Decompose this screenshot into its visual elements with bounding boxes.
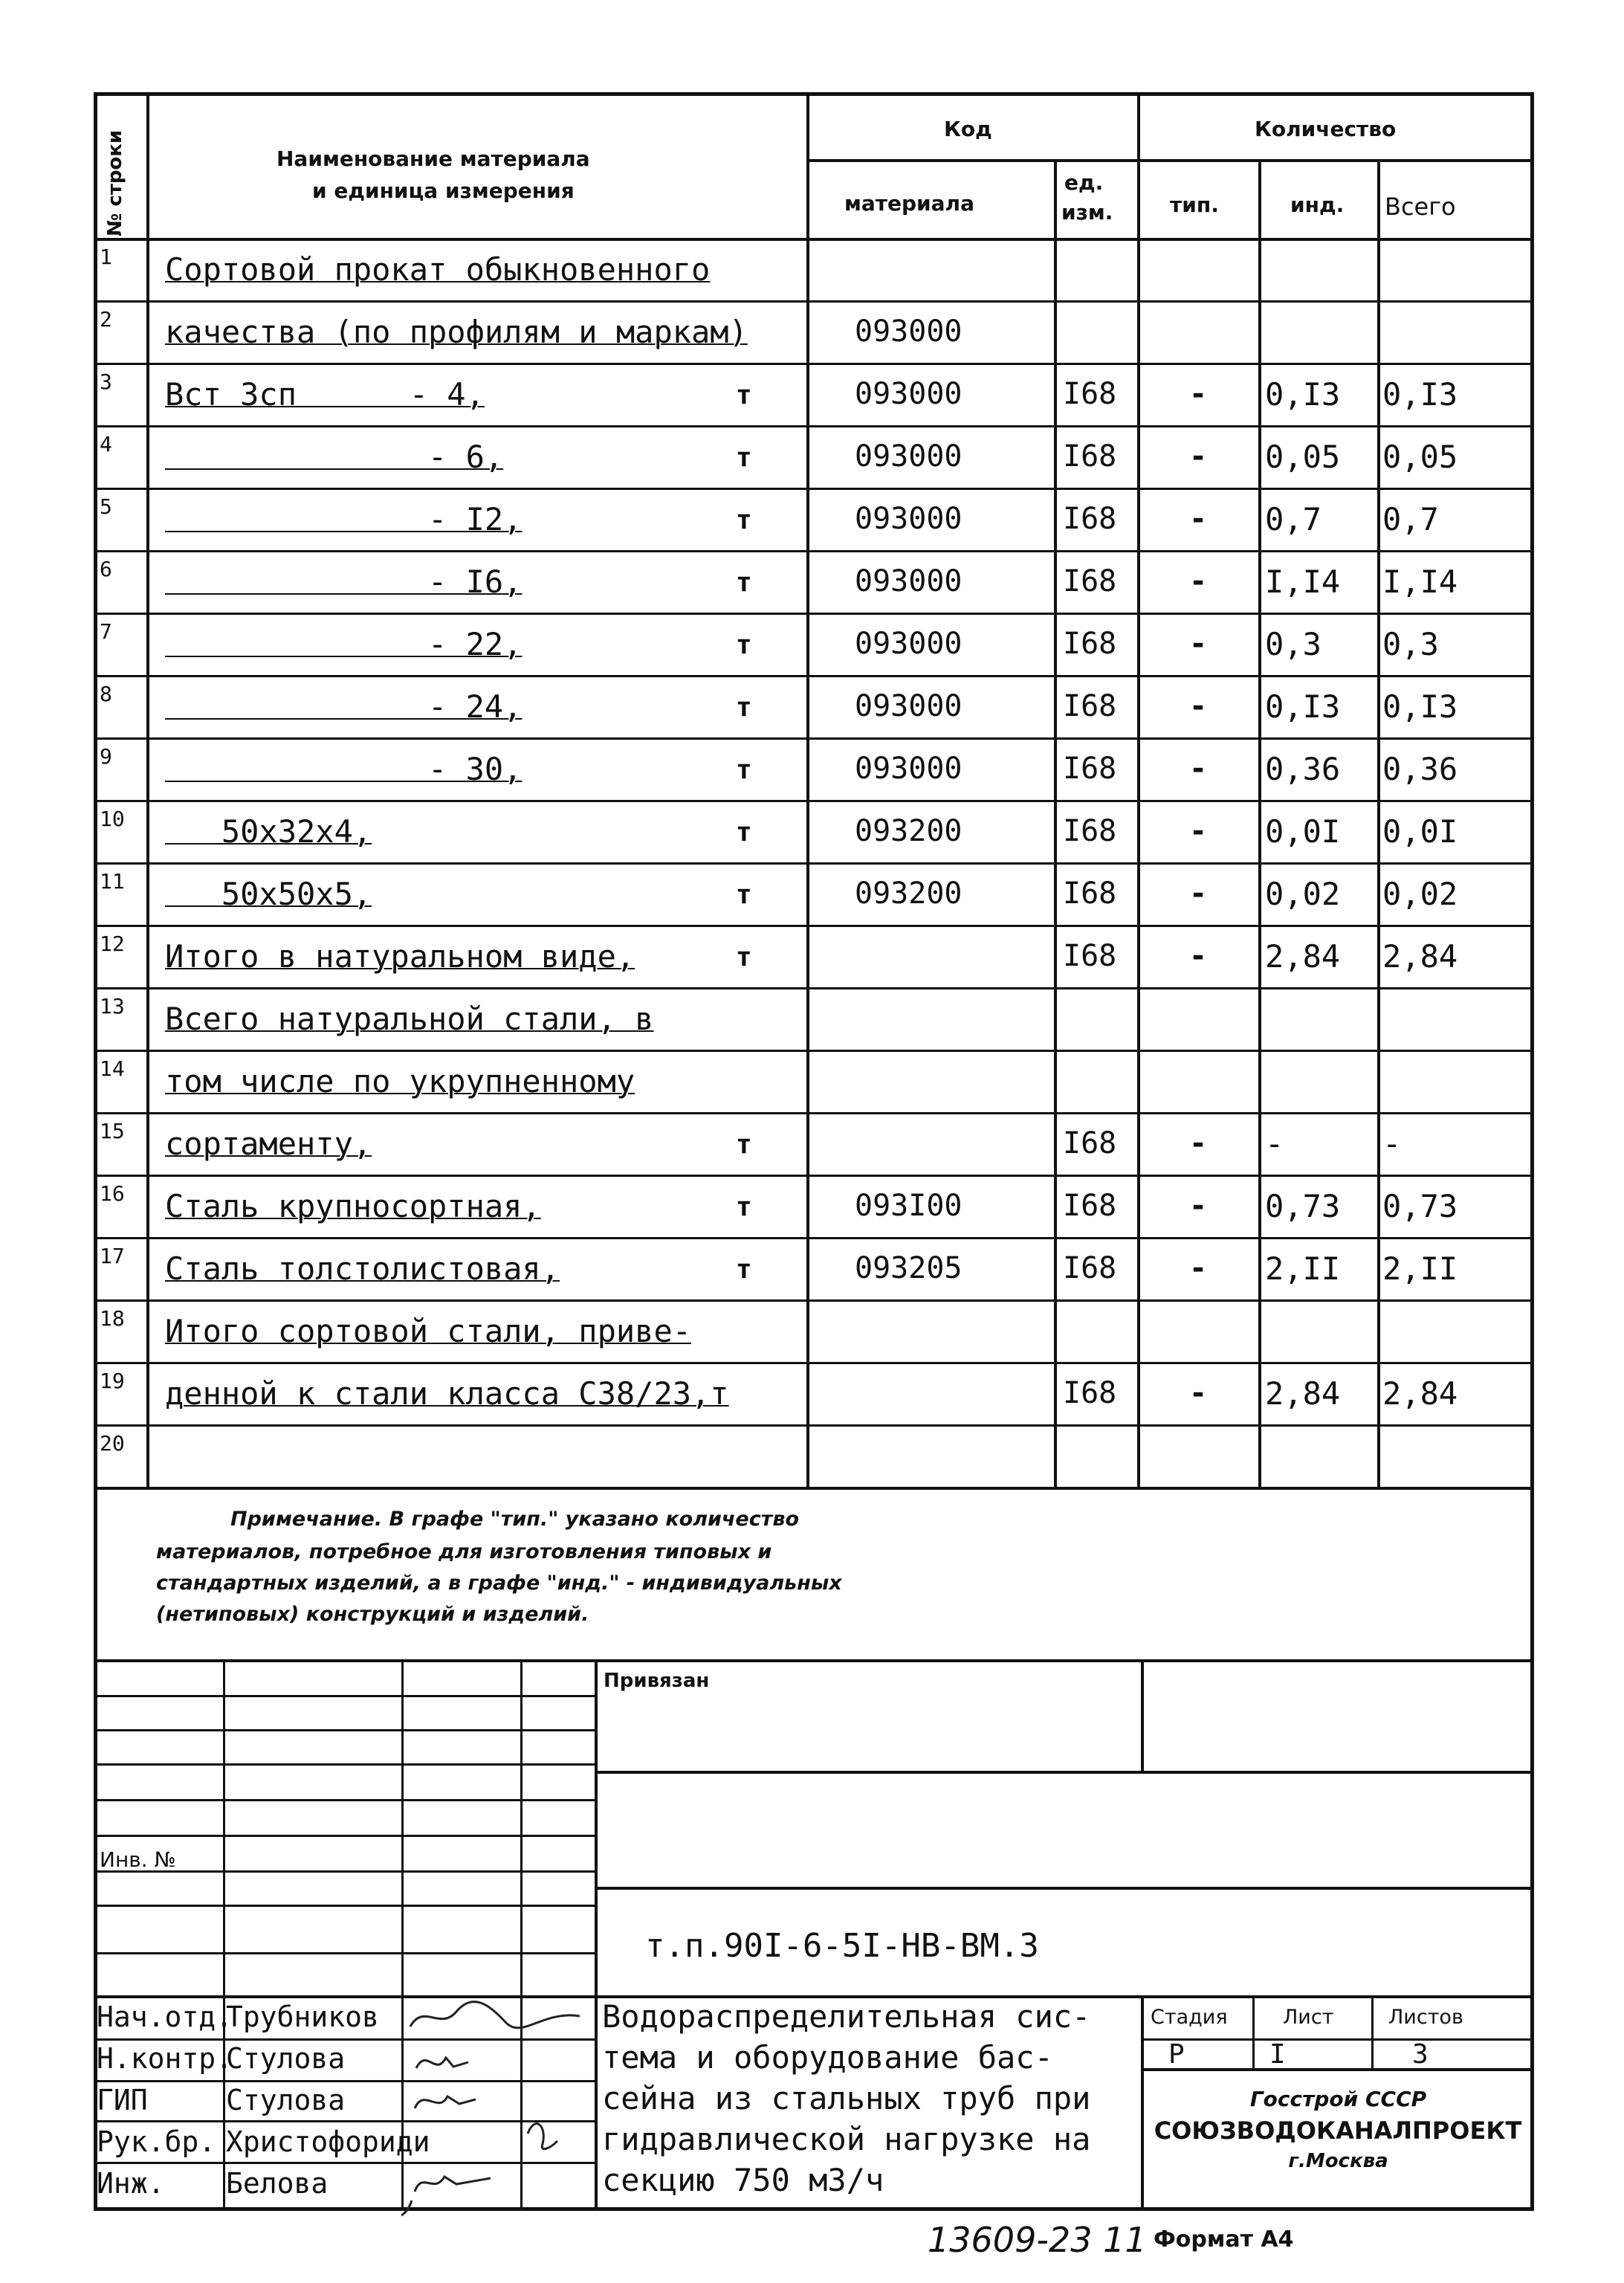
cell-ind: 0,73 xyxy=(1265,1188,1341,1224)
cell-ed: I68 xyxy=(1063,876,1117,911)
row-line xyxy=(94,1362,1534,1364)
cell-name: Всего натуральной стали, в xyxy=(165,1001,654,1037)
cell-total: I,I4 xyxy=(1382,564,1458,600)
row-line xyxy=(94,425,1534,427)
cell-name: Итого в натуральном виде, xyxy=(165,938,635,975)
row-line xyxy=(94,675,1534,677)
header-subline xyxy=(806,159,1534,162)
cell-name: - 22, xyxy=(165,626,523,662)
cell-total: 0,36 xyxy=(1382,751,1458,787)
staff-role: Н.контр. xyxy=(97,2042,233,2075)
staff-role: ГИП xyxy=(97,2084,148,2116)
cell-name: Сталь толстолистовая, xyxy=(165,1250,560,1287)
cell-typ: - xyxy=(1189,1251,1208,1285)
cell-typ: - xyxy=(1189,564,1208,598)
cell-total: 0,02 xyxy=(1382,876,1458,912)
cell-ind: 2,84 xyxy=(1265,938,1341,975)
org-line-3: г.Москва xyxy=(1288,2150,1388,2172)
sig-grid-col2-upper xyxy=(401,1659,404,1995)
cell-typ: - xyxy=(1189,939,1208,973)
cell-typ: - xyxy=(1189,752,1208,786)
cell-ed: I68 xyxy=(1063,502,1117,536)
cell-code: 093000 xyxy=(855,439,963,474)
cell-unit: т xyxy=(736,442,752,473)
header-qty-total: Всего xyxy=(1385,193,1456,221)
cell-n: 18 xyxy=(100,1306,125,1331)
header-name-line2: и единица измерения xyxy=(312,178,575,203)
row-line xyxy=(94,1299,1534,1302)
header-qty-ind: инд. xyxy=(1290,193,1345,217)
col-line-typ xyxy=(1258,159,1261,1487)
cell-name: - 24, xyxy=(165,688,523,725)
cell-n: 17 xyxy=(100,1244,125,1268)
cell-unit: т xyxy=(736,1129,752,1160)
stamp-doc-code: т.п.90I-6-5I-НВ-ВМ.3 xyxy=(645,1927,1039,1965)
stamp-privyazan: Привязан xyxy=(604,1670,710,1692)
cell-n: 16 xyxy=(100,1181,125,1206)
note-line-1: Примечание. В графе "тип." указано количество xyxy=(230,1508,800,1531)
header-qty-typ: тип. xyxy=(1170,193,1219,217)
sig-grid-line-e xyxy=(94,1835,595,1837)
row-line xyxy=(94,737,1534,740)
sig-grid-col1-upper xyxy=(223,1659,225,1995)
note-line-2: материалов, потребное для изготовления типовых и xyxy=(156,1540,772,1563)
cell-name: сортаменту, xyxy=(165,1126,372,1162)
cell-code: 093200 xyxy=(855,814,963,848)
cell-n: 13 xyxy=(100,994,125,1018)
col-line-ind xyxy=(1377,159,1380,1487)
row-line xyxy=(94,800,1534,802)
note-line-3: стандартных изделий, а в графе "инд." - индивидуальных xyxy=(156,1572,842,1595)
cell-typ: - xyxy=(1189,1126,1208,1160)
cell-ed: I68 xyxy=(1063,814,1117,848)
cell-total: 2,84 xyxy=(1382,938,1458,975)
col-line-code xyxy=(1054,159,1057,1487)
row-line xyxy=(94,1112,1534,1114)
row-line xyxy=(94,1175,1534,1177)
stamp-stage-line xyxy=(1141,2038,1534,2041)
cell-ind: 2,84 xyxy=(1265,1375,1341,1412)
cell-n: 11 xyxy=(100,869,125,894)
cell-typ: - xyxy=(1189,689,1208,723)
staff-role: Инж. xyxy=(97,2167,165,2200)
cell-n: 3 xyxy=(100,369,112,394)
table-bottom-line xyxy=(94,1487,1534,1490)
cell-unit: т xyxy=(736,942,752,972)
cell-ed: I68 xyxy=(1063,1189,1117,1223)
header-code-unit-2: изм. xyxy=(1061,200,1113,225)
cell-total: 0,05 xyxy=(1382,439,1458,475)
cell-unit: т xyxy=(736,1192,752,1222)
stamp-sheets-label: Листов xyxy=(1388,2006,1463,2029)
row-line xyxy=(94,363,1534,365)
row-line xyxy=(94,488,1534,490)
stamp-title-divider xyxy=(1141,1995,1144,2211)
header-code: Код xyxy=(944,117,992,141)
title-line: секцию 750 м3/ч xyxy=(602,2162,884,2198)
cell-name: денной к стали класса С38/23,т xyxy=(165,1375,729,1412)
format-label: Формат А4 xyxy=(1154,2227,1294,2253)
handwritten-signatures xyxy=(401,1995,617,2218)
cell-ed: I68 xyxy=(1063,939,1117,973)
cell-ind: 0,7 xyxy=(1265,501,1321,537)
stamp-sheet: I xyxy=(1269,2039,1286,2070)
cell-ind: 0,I3 xyxy=(1265,376,1341,413)
cell-name: Сортовой прокат обыкновенного xyxy=(165,251,711,288)
staff-name: Христофориди xyxy=(226,2125,430,2158)
cell-total: 0,3 xyxy=(1382,626,1439,662)
cell-typ: - xyxy=(1189,876,1208,911)
row-line xyxy=(94,862,1534,865)
cell-unit: т xyxy=(736,1254,752,1285)
cell-name: 50x50x5, xyxy=(165,876,372,912)
cell-code: 093000 xyxy=(855,627,963,661)
stamp-line-privyazan-bottom xyxy=(595,1771,1534,1774)
stamp-stage-col2 xyxy=(1371,1995,1374,2068)
stamp-stage-label: Стадия xyxy=(1151,2006,1228,2029)
cell-typ: - xyxy=(1189,1189,1208,1223)
cell-n: 5 xyxy=(100,494,112,519)
staff-name: Стулова xyxy=(226,2042,346,2075)
cell-typ: - xyxy=(1189,502,1208,536)
title-line: сейна из стальных труб при xyxy=(602,2080,1091,2116)
staff-role: Рук.бр. xyxy=(97,2125,216,2158)
cell-n: 1 xyxy=(100,245,112,269)
header-qty: Количество xyxy=(1255,117,1397,141)
header-name-line1: Наименование материала xyxy=(276,146,590,171)
row-line xyxy=(94,1050,1534,1052)
title-line: Водораспределительная сис- xyxy=(602,1998,1091,2035)
cell-name: том числе по укрупненному xyxy=(165,1063,635,1099)
header-code-material: материала xyxy=(844,191,974,216)
cell-ind: - xyxy=(1265,1126,1284,1162)
cell-ind: 0,02 xyxy=(1265,876,1341,912)
cell-name: - I2, xyxy=(165,501,523,537)
row-line xyxy=(94,550,1534,552)
cell-ed: I68 xyxy=(1063,627,1117,661)
sig-grid-line-h xyxy=(94,1952,595,1954)
cell-unit: т xyxy=(736,755,752,785)
cell-name: - 6, xyxy=(165,439,504,475)
cell-total: - xyxy=(1382,1126,1402,1162)
stamp-stage-col1 xyxy=(1252,1995,1255,2068)
cell-n: 7 xyxy=(100,619,112,644)
org-line-1: Госстрой СССР xyxy=(1249,2087,1427,2111)
cell-total: 2,II xyxy=(1382,1250,1458,1287)
note-line-4: (нетиповых) конструкций и изделий. xyxy=(156,1603,589,1626)
row-line xyxy=(94,987,1534,989)
cell-ind: 0,05 xyxy=(1265,439,1341,475)
cell-total: 0,I3 xyxy=(1382,376,1458,413)
cell-ind: 2,II xyxy=(1265,1250,1341,1287)
row-line xyxy=(94,1424,1534,1427)
cell-code: 093000 xyxy=(855,564,963,598)
cell-ed: I68 xyxy=(1063,377,1117,411)
cell-ed: I68 xyxy=(1063,564,1117,598)
cell-ind: 0,I3 xyxy=(1265,688,1341,725)
cell-n: 9 xyxy=(100,744,112,769)
sig-grid-line-a xyxy=(94,1695,595,1697)
header-row-no: № строки xyxy=(104,129,126,236)
sig-grid-line-c xyxy=(94,1763,595,1766)
header-bottom-line xyxy=(94,238,1534,241)
cell-unit: т xyxy=(736,505,752,535)
sig-grid-line-d xyxy=(94,1799,595,1801)
cell-name: Вст 3сп - 4, xyxy=(165,376,485,413)
cell-n: 14 xyxy=(100,1056,125,1081)
staff-role: Нач.отд. xyxy=(97,2001,233,2033)
cell-n: 15 xyxy=(100,1119,125,1143)
cell-unit: т xyxy=(736,817,752,847)
cell-ind: 0,36 xyxy=(1265,751,1341,787)
cell-code: 093000 xyxy=(855,502,963,536)
stamp-line-code-top xyxy=(595,1887,1534,1890)
cell-ind: 0,0I xyxy=(1265,813,1341,850)
cell-name: Сталь крупносортная, xyxy=(165,1188,541,1224)
cell-total: 2,84 xyxy=(1382,1375,1458,1412)
cell-typ: - xyxy=(1189,1376,1208,1410)
cell-code: 093000 xyxy=(855,377,963,411)
cell-unit: т xyxy=(736,879,752,910)
cell-name: 50x32x4, xyxy=(165,813,372,850)
cell-code: 093I00 xyxy=(855,1189,963,1223)
cell-unit: т xyxy=(736,692,752,723)
handwritten-number: 13609-23 11 xyxy=(928,2220,1147,2260)
cell-ed: I68 xyxy=(1063,752,1117,786)
cell-n: 8 xyxy=(100,682,112,706)
sig-grid-line-g xyxy=(94,1905,595,1907)
row-line xyxy=(94,613,1534,615)
cell-ind: 0,3 xyxy=(1265,626,1321,662)
cell-total: 0,7 xyxy=(1382,501,1439,537)
cell-unit: т xyxy=(736,380,752,410)
cell-name: качества (по профилям и маркам) xyxy=(165,314,748,350)
cell-n: 2 xyxy=(100,307,112,332)
cell-typ: - xyxy=(1189,377,1208,411)
cell-unit: т xyxy=(736,630,752,660)
stamp-sheet-label: Лист xyxy=(1283,2006,1334,2029)
cell-code: 093200 xyxy=(855,876,963,911)
row-line xyxy=(94,300,1534,303)
cell-ed: I68 xyxy=(1063,689,1117,723)
stamp-sheets: 3 xyxy=(1412,2039,1429,2070)
cell-code: 093000 xyxy=(855,689,963,723)
cell-ed: I68 xyxy=(1063,1376,1117,1410)
cell-ed: I68 xyxy=(1063,1126,1117,1160)
row-line xyxy=(94,1237,1534,1239)
cell-total: 0,I3 xyxy=(1382,688,1458,725)
staff-name: Стулова xyxy=(226,2084,346,2116)
cell-ed: I68 xyxy=(1063,439,1117,474)
stamp-stage-bottom xyxy=(1141,2068,1534,2071)
stamp-inv-no: Инв. № xyxy=(100,1847,176,1872)
cell-name: Итого сортовой стали, приве- xyxy=(165,1313,692,1349)
cell-n: 20 xyxy=(100,1431,125,1456)
title-line: гидравлической нагрузке на xyxy=(602,2121,1091,2157)
org-line-2: СОЮЗВОДОКАНАЛПРОЕКТ xyxy=(1154,2116,1522,2145)
sig-grid-line-b xyxy=(94,1729,595,1731)
cell-n: 6 xyxy=(100,557,112,581)
staff-name: Белова xyxy=(226,2167,329,2200)
row-line xyxy=(94,925,1534,927)
cell-n: 4 xyxy=(100,432,112,456)
staff-name: Трубников xyxy=(226,2001,379,2033)
sig-grid-col3-upper xyxy=(520,1659,523,1995)
cell-typ: - xyxy=(1189,439,1208,474)
cell-code: 093000 xyxy=(855,752,963,786)
stamp-privyazan-divider xyxy=(1141,1659,1144,1771)
cell-unit: т xyxy=(736,567,752,598)
cell-name: - I6, xyxy=(165,564,523,600)
cell-typ: - xyxy=(1189,627,1208,661)
title-line: тема и оборудование бас- xyxy=(602,2039,1053,2076)
stamp-stage: Р xyxy=(1168,2039,1185,2070)
cell-typ: - xyxy=(1189,814,1208,848)
cell-total: 0,73 xyxy=(1382,1188,1458,1224)
cell-code: 093205 xyxy=(855,1251,963,1285)
stamp-top-line xyxy=(94,1659,1534,1662)
header-code-unit-1: ед. xyxy=(1064,170,1104,195)
cell-ed: I68 xyxy=(1063,1251,1117,1285)
cell-total: 0,0I xyxy=(1382,813,1458,850)
cell-n: 12 xyxy=(100,931,125,956)
cell-ind: I,I4 xyxy=(1265,564,1341,600)
cell-name: - 30, xyxy=(165,751,523,787)
cell-code: 093000 xyxy=(855,314,963,349)
cell-n: 10 xyxy=(100,807,125,831)
cell-n: 19 xyxy=(100,1369,125,1393)
